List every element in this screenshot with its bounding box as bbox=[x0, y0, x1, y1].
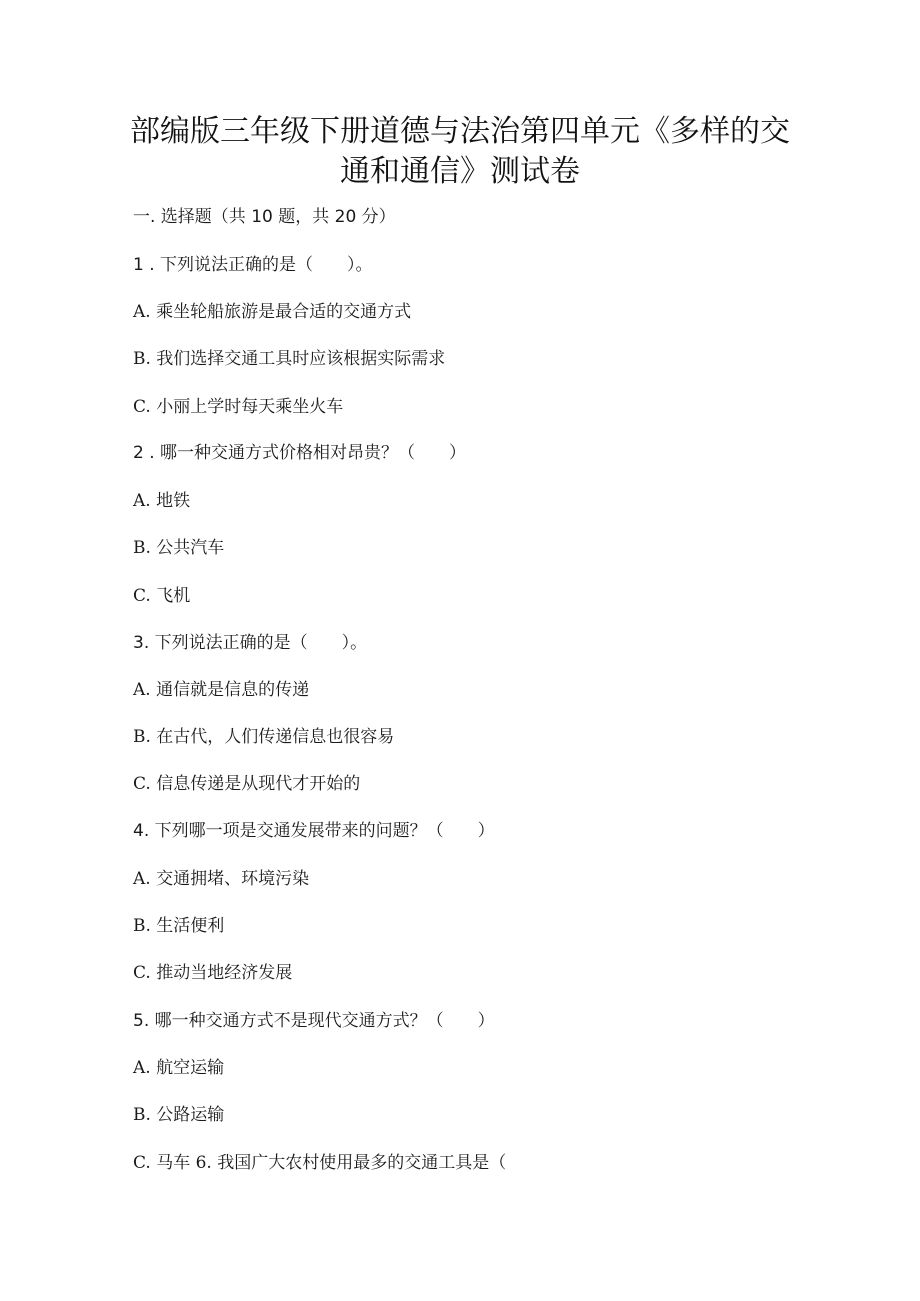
question-1-option-b: B. 我们选择交通工具时应该根据实际需求 bbox=[133, 349, 446, 369]
page-title bbox=[120, 112, 800, 192]
question-5-stem: 5. 哪一种交通方式不是现代交通方式？（ ） bbox=[133, 1011, 495, 1031]
question-5-option-b: B. 公路运输 bbox=[133, 1105, 225, 1125]
question-2-option-b: B. 公共汽车 bbox=[133, 538, 225, 558]
question-2-stem: 2 . 哪一种交通方式价格相对昂贵？（ ） bbox=[133, 443, 467, 463]
question-1-option-c: C. 小丽上学时每天乘坐火车 bbox=[133, 397, 344, 417]
question-2-option-a: A. 地铁 bbox=[133, 491, 191, 511]
question-4-option-a: A. 交通拥堵、环境污染 bbox=[133, 869, 310, 889]
title-line-2: 通和通信》测试卷 bbox=[340, 154, 580, 189]
question-3-option-c: C. 信息传递是从现代才开始的 bbox=[133, 774, 361, 794]
title-line-1: 部编版三年级下册道德与法治第四单元《多样的交 bbox=[130, 114, 790, 149]
question-2-option-c: C. 飞机 bbox=[133, 586, 191, 606]
question-5-option-a: A. 航空运输 bbox=[133, 1058, 225, 1078]
section-heading: 一. 选择题（共 10 题，共 20 分） bbox=[133, 207, 396, 227]
question-4-option-c: C. 推动当地经济发展 bbox=[133, 963, 293, 983]
question-3-stem: 3. 下列说法正确的是（ ）。 bbox=[133, 633, 368, 653]
question-1-option-a: A. 乘坐轮船旅游是最合适的交通方式 bbox=[133, 302, 412, 322]
question-1-stem: 1 . 下列说法正确的是（ ）。 bbox=[133, 255, 373, 275]
question-5-option-c: C. 马车 6. 我国广大农村使用最多的交通工具是（ bbox=[133, 1153, 507, 1173]
question-3-option-a: A. 通信就是信息的传递 bbox=[133, 680, 310, 700]
question-4-option-b: B. 生活便利 bbox=[133, 916, 225, 936]
question-4-stem: 4. 下列哪一项是交通发展带来的问题？（ ） bbox=[133, 821, 495, 841]
question-3-option-b: B. 在古代，人们传递信息也很容易 bbox=[133, 727, 395, 747]
